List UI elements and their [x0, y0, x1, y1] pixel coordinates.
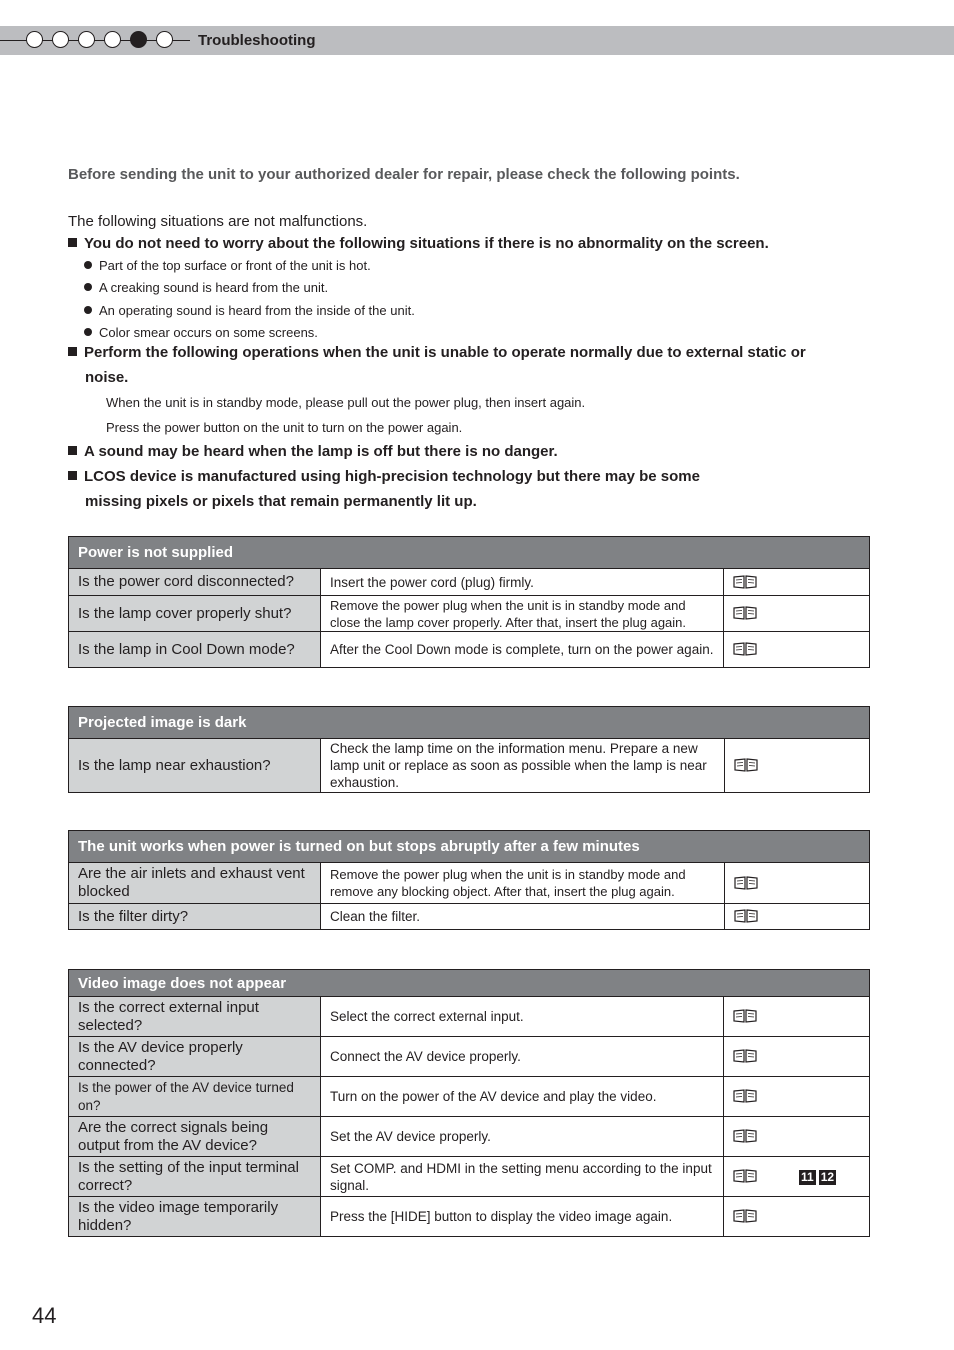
note-item: Perform the following operations when the unit is unable to operate normally due to external static or noise.	[68, 340, 868, 390]
table-title: Projected image is dark	[69, 707, 870, 739]
note-bullet: Part of the top surface or front of the unit is hot.	[84, 258, 371, 274]
page-reference	[724, 596, 870, 632]
page-reference	[724, 569, 870, 596]
table-row: Are the correct signals being output from the AV device? Set the AV device properly.	[69, 1117, 870, 1157]
step-circle	[104, 31, 121, 48]
table-row: Is the power cord disconnected? Insert the power cord (plug) firmly.	[69, 569, 870, 596]
section-title: Troubleshooting	[198, 32, 316, 49]
table-row: Is the lamp cover properly shut? Remove the power plug when the unit is in standby mode and close the lamp cover properly. After that, insert the plug again.	[69, 596, 870, 632]
note-step: Press the power button on the unit to turn on the power again.	[106, 420, 463, 435]
note-item	[68, 439, 868, 464]
dot-bullet-icon	[84, 261, 92, 269]
page-reference	[724, 997, 870, 1037]
dot-bullet-icon	[84, 328, 92, 336]
book-icon	[734, 758, 758, 772]
note-title: LCOS device is manufactured using high-precision technology but there may be some	[84, 468, 700, 485]
table-row: Is the correct external input selected? Select the correct external input.	[69, 997, 870, 1037]
table-row: Is the lamp near exhaustion? Check the lamp time on the information menu. Prepare a new lamp unit or replace as soon as possible when the lamp is near exhaustion.	[69, 739, 870, 793]
square-bullet-icon	[68, 471, 77, 480]
intro-text: Before sending the unit to your authorized dealer for repair, please check the following points.	[68, 166, 740, 183]
video-table	[68, 969, 870, 1237]
book-icon	[733, 1049, 757, 1063]
table-title: The unit works when power is turned on but stops abruptly after a few minutes	[69, 831, 870, 863]
dark-image-table	[68, 706, 870, 793]
page-reference	[725, 904, 870, 930]
note-item: LCOS device is manufactured using high-precision technology but there may be some missing pixels or pixels that remain permanently lit up.	[68, 464, 868, 514]
page-reference	[725, 863, 870, 904]
table-row: Is the power of the AV device turned on? Turn on the power of the AV device and play the video.	[69, 1077, 870, 1117]
table-title: Power is not supplied	[69, 537, 870, 569]
power-stops-table	[68, 830, 870, 930]
book-icon	[733, 1169, 757, 1183]
note-bullet: A creaking sound is heard from the unit.	[84, 280, 328, 296]
page-badge: 12	[820, 1169, 835, 1184]
page-reference	[725, 739, 870, 793]
book-icon	[734, 876, 758, 890]
dot-bullet-icon	[84, 283, 92, 291]
table-row: Are the air inlets and exhaust vent blocked Remove the power plug when the unit is in standby mode and remove any blocking object. After that, insert the plug again.	[69, 863, 870, 904]
page-reference	[724, 1197, 870, 1237]
step-circle	[156, 31, 173, 48]
book-icon	[733, 575, 757, 589]
note-title: Perform the following operations when the unit is unable to operate normally due to external static or	[84, 344, 806, 361]
note-bullet: Color smear occurs on some screens.	[84, 325, 318, 341]
page-reference	[724, 1117, 870, 1157]
note-title: You do not need to worry about the following situations if there is no abnormality on the screen.	[84, 235, 769, 252]
square-bullet-icon	[68, 446, 77, 455]
book-icon	[733, 1089, 757, 1103]
note-title: A sound may be heard when the lamp is off but there is no danger.	[84, 443, 558, 460]
page-badges	[796, 1168, 836, 1186]
table-row: Is the AV device properly connected? Connect the AV device properly.	[69, 1037, 870, 1077]
table-row: Is the lamp in Cool Down mode? After the Cool Down mode is complete, turn on the power again.	[69, 632, 870, 668]
note-item	[68, 231, 868, 256]
table-title: Video image does not appear	[69, 970, 870, 997]
table-row: Is the setting of the input terminal correct? Set COMP. and HDMI in the setting menu according to the input signal. 11 12	[69, 1157, 870, 1197]
square-bullet-icon	[68, 238, 77, 247]
power-table	[68, 536, 870, 668]
page-reference	[724, 1077, 870, 1117]
page-badge: 11	[801, 1169, 814, 1184]
page-reference	[724, 1157, 870, 1197]
step-circle	[26, 31, 43, 48]
notes-heading: The following situations are not malfunctions.	[68, 213, 368, 230]
chapter-step-indicator	[26, 31, 173, 50]
table-row: Is the video image temporarily hidden? Press the [HIDE] button to display the video image again.	[69, 1197, 870, 1237]
step-circle	[78, 31, 95, 48]
page-reference	[724, 632, 870, 668]
step-circle	[52, 31, 69, 48]
page-reference	[724, 1037, 870, 1077]
book-icon	[733, 1209, 757, 1223]
book-icon	[733, 1009, 757, 1023]
note-step: When the unit is in standby mode, please pull out the power plug, then insert again.	[106, 395, 586, 410]
dot-bullet-icon	[84, 306, 92, 314]
book-icon	[733, 1129, 757, 1143]
square-bullet-icon	[68, 347, 77, 356]
table-row: Is the filter dirty? Clean the filter.	[69, 904, 870, 930]
page-number: 44	[32, 1303, 57, 1328]
book-icon	[733, 606, 757, 620]
book-icon	[733, 642, 757, 656]
step-circle-active	[130, 31, 147, 48]
book-icon	[734, 909, 758, 923]
note-bullet: An operating sound is heard from the inside of the unit.	[84, 303, 415, 319]
